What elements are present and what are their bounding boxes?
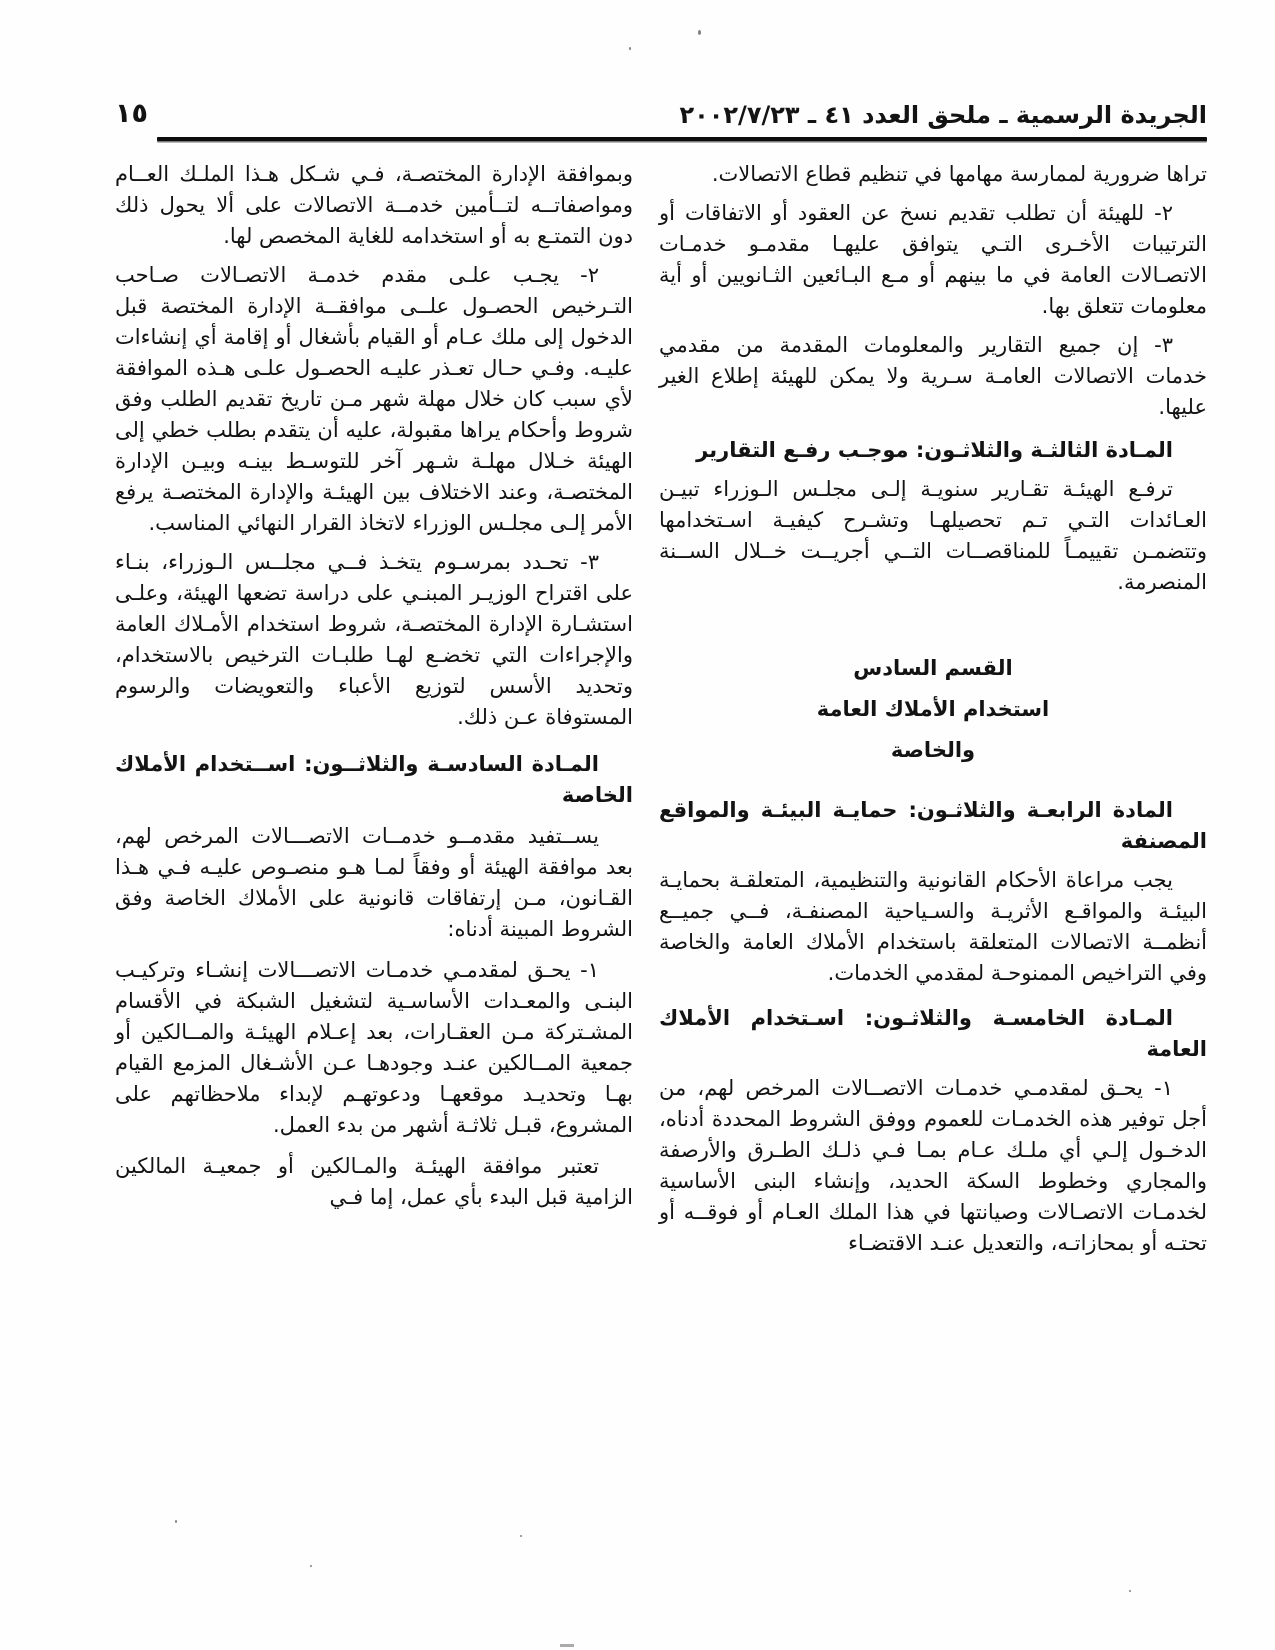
header-rule-bar [157,137,1207,141]
clause-3: ٣- تحـدد بمرسـوم يتخـذ فــي مجلــس الـوزراء، بنـاء على اقتراح الوزيـر المبنـي على دراسة تضعها الهيئة، وعلـى استشـارة الإدارة المختصـة، شروط استخدام الأمـلاك العامة والإجراءات التي تخضـع لهـا طلبـات الترخيص بالاستخدام، وتحديد الأسس لتوزيع الأعباء والتعويضات والرسوم المستوفاة عـن ذلك. [115,550,633,730]
clause-3: ٣- إن جميع التقارير والمعلومات المقدمة من مقدمي خدمات الاتصالات العامـة سـرية ولا يمكن للهيئة إطلاع الغير عليها. [659,333,1207,420]
scan-speck [1129,1590,1131,1592]
scan-speck [520,1535,522,1537]
column-right [659,159,1207,1262]
heading-line: والخاصة [890,738,976,763]
paragraph-continuation: وبموافقة الإدارة المختصـة، فـي شـكل هـذا الملـك العــام ومواصفاتــه لتــأمين خدمــة الاتصالات على ألا يحول ذلك دون التمتـع به أو استخدامه للغاية المخصص لها. [115,162,633,249]
article-33-heading: المـادة الثالثـة والثلاثـون: موجـب رفـع التقارير [696,438,1173,463]
article-36-clause-1: ١- يحـق لمقدمـي خدمـات الاتصـــالات إنشـاء وتركيـب البنـى والمعـدات الأساسـية لتشغيل الشبكة في الأقسام المشـتركة مـن العقـارات، بعد إعـلام الهيئـة والمــالكين أو جمعية المــالكين عنـد وجودهـا عـن الأشـغال المزمع القيام بهـا وتحديـد موقعهـا ودعوتهـم لإبداء ملاحظاتهم على المشروع، قبـل ثلاثـة أشهر من بدء العمل. [115,958,633,1138]
article-36-heading: المـادة السادسـة والثلاثــون: اســتخدام الأملاك الخاصة [115,752,633,808]
article-34-heading: المادة الرابعـة والثلاثـون: حمايـة البيئـة والمواقع المصنفة [659,798,1207,854]
gazette-title: الجريدة الرسمية ـ ملحق العدد ٤١ ـ ٢٠٠٢/٧/٢٣ [679,100,1207,129]
page-number: ١٥ [115,98,148,129]
scan-speck [175,1520,177,1523]
text-columns [115,159,1207,1262]
closing-paragraph: تعتبر موافقة الهيئـة والمـالكين أو جمعيـة المالكين الزامية قبل البدء بأي عمل، إما فـي [115,1154,633,1210]
article-36-body: يســتفيد مقدمــو خدمــات الاتصـــالات المرخص لهم، بعد موافقة الهيئة أو وفقاً لمـا هـو منصـوص عليـه فـي هـذا القـانون، مـن إرتفاقات قانونية على الأملاك الخاصة وفق الشروط المبينة أدناه: [115,824,633,942]
scan-speck [698,30,701,35]
article-34-body: يجب مراعاة الأحكام القانونية والتنظيمية، المتعلقـة بحمايـة البيئـة والمواقـع الأثريـة والسـياحية المصنفـة، فــي جميــع أنظمــة الاتصالات المتعلقة باستخدام الأملاك العامة والخاصة وفي التراخيص الممنوحـة لمقدمي الخدمات. [659,868,1207,986]
scan-speck [560,1644,574,1647]
section-6-heading [659,648,1207,771]
column-left [115,159,633,1216]
scan-speck [629,47,631,50]
clause-2: ٢- يجـب علـى مقدم خدمـة الاتصـالات صـاحب التـرخيص الحصـول علــى موافقــة الإدارة المختصة قبل الدخول إلى ملك عـام أو القيام بأشغال أو إقامة أي إنشاءات عليـه. وفـي حـال تعـذر عليـه الحصـول علـى هـذه الموافقة لأي سبب كان خلال مهلة شهر مـن تاريخ تقديم الطلب وفق شروط وأحكام يراها مقبولة، عليه أن يتقدم بطلب خطي إلى الهيئة خـلال مهلـة شـهر آخر للتوسـط بينـه وبيـن الإدارة المختصـة، وعند الاختلاف بين الهيئـة والإدارة المختصـة يرفع الأمر إلـى مجلـس الوزراء لاتخاذ القرار النهائي المناسب. [115,263,633,536]
page-header [115,96,1207,131]
scan-speck [310,1565,312,1567]
heading-line: استخدام الأملاك العامة [816,697,1050,722]
article-33-body: ترفـع الهيئـة تقـارير سنويـة إلـى مجلـس الـوزراء تبيـن العـائدات التـي تـم تحصيلهـا وتشـرح كيفيـة اسـتخدامها وتتضمـن تقييمـاً للمناقصــات التــي أجريــت خــلال الســنة المنصرمة. [659,477,1207,595]
header-rule [115,137,1207,141]
heading-line: القسم السادس [853,656,1013,681]
clause-2: ٢- للهيئة أن تطلب تقديم نسخ عن العقود أو الاتفاقات أو الترتيبات الأخـرى التـي يتوافق عليهـا مقدمـو خدمـات الاتصـالات العامة في ما بينهم أو مـع البـائعين الثـانويين أو أية معلومات تتعلق بها. [659,201,1207,319]
paragraph-continuation: تراها ضرورية لممارسة مهامها في تنظيم قطاع الاتصالات. [711,162,1207,187]
article-35-heading: المـادة الخامسـة والثلاثـون: اسـتخدام الأملاك العامة [659,1006,1207,1062]
article-35-clause-1: ١- يحـق لمقدمـي خدمـات الاتصــالات المرخص لهم، من أجل توفير هذه الخدمـات للعموم ووفق الشروط المحددة أدناه، الدخـول إلـي أي ملـك عـام بمـا فـي ذلـك الطـرق والأرصفة والمجاري وخطوط السكة الحديد، وإنشاء البنى الأساسية لخدمـات الاتصـالات وصيانتها في هذا الملك العـام أو فوقــه أو تحتـه أو بمحازاتـه، والتعديل عنـد الاقتضـاء [659,1076,1207,1256]
